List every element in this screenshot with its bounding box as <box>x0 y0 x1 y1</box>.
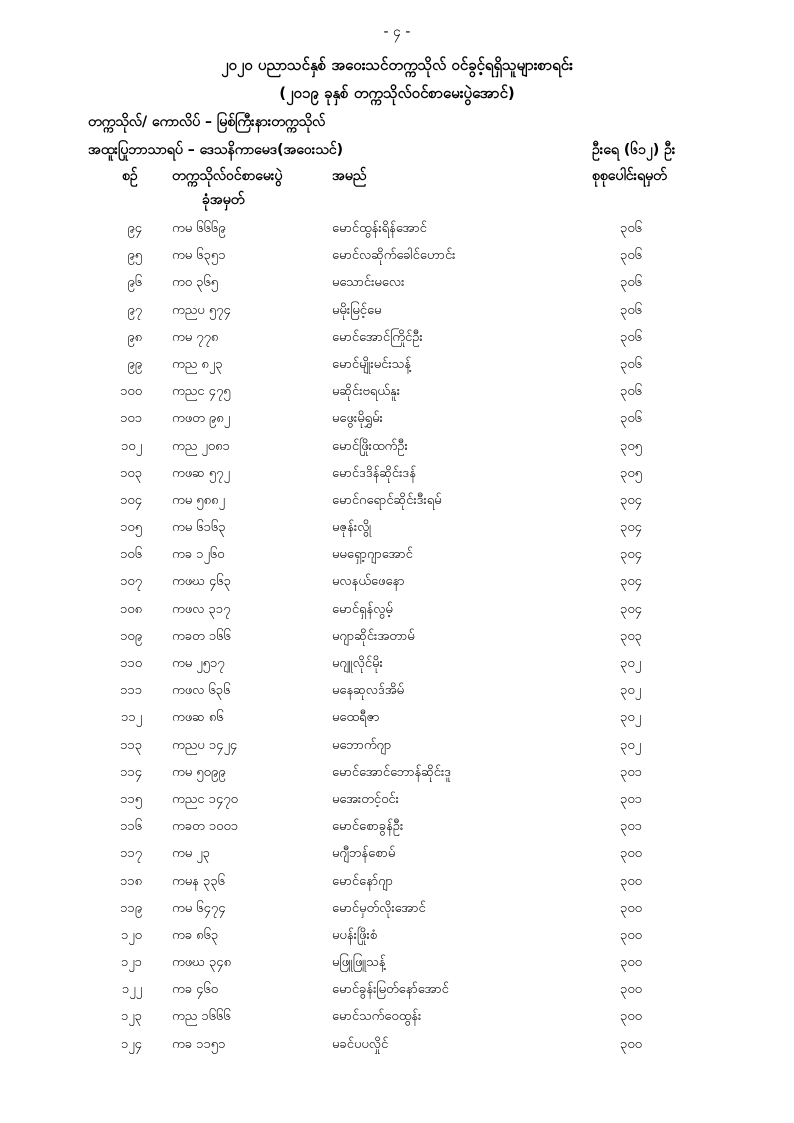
roll-number: ကည ၈၂၃ <box>172 356 223 372</box>
table-row <box>0 623 794 650</box>
column-header-roll: တက္ကသိုလ်ဝင်စာမေးပွဲ <box>172 168 283 184</box>
row-number: ၁၀၄ <box>120 492 142 508</box>
roll-number: ကမ ၂၃ <box>172 846 210 862</box>
total-marks: ၃၀၀ <box>620 900 642 916</box>
results-list <box>0 215 794 1058</box>
row-number: ၁၁၈ <box>119 873 142 889</box>
roll-number: ကဖလ ၃၁၇ <box>172 601 231 617</box>
table-row <box>0 732 794 759</box>
student-name: မအေးတင့်ဝင်း <box>332 791 399 807</box>
column-header-marks: စုစုပေါင်းရမှတ် <box>592 168 667 184</box>
student-name: မဂျာဆိုင်းအတာမ် <box>332 628 415 644</box>
table-row <box>0 596 794 623</box>
total-count: ဦးရေ (၆၁၂) ဦး <box>592 142 676 158</box>
row-number: ၁၁၁ <box>120 683 142 699</box>
table-row <box>0 460 794 487</box>
column-header-roll-sub: ခုံအမှတ် <box>202 192 245 208</box>
table-row <box>0 1031 794 1058</box>
student-name: မဖြူဖြူသန့် <box>332 955 386 971</box>
student-name: မဖွေးမိုရွှမ်း <box>332 411 383 427</box>
column-header-name: အမည် <box>332 168 367 184</box>
student-name: မောင်ဒဒိန်ဆိုင်းဒန် <box>332 465 416 481</box>
row-number: ၁၀၁ <box>120 411 142 427</box>
table-row <box>0 840 794 867</box>
row-number: ၁၁၇ <box>120 846 142 862</box>
student-name: မဂျူလိုင်မိုး <box>332 656 383 671</box>
total-marks: ၃၀၀ <box>620 982 642 998</box>
table-row <box>0 677 794 704</box>
table-row <box>0 324 794 351</box>
total-marks: ၃၀၀ <box>620 846 642 862</box>
row-number: ၁၁၄ <box>120 764 142 780</box>
row-number: ၁၁၅ <box>120 791 142 807</box>
roll-number: ကညပ ၁၄၂၄ <box>172 737 238 753</box>
row-number: ၁၂၁ <box>120 955 142 971</box>
total-marks: ၃၀၃ <box>620 628 642 644</box>
roll-number: ကည ၁၆၆၆ <box>172 1009 231 1025</box>
university-line: တက္ကသိုလ်/ ကောလိပ် – မြစ်ကြီးနားတက္ကသိုလ် <box>88 114 326 130</box>
student-name: မောင်ထွန်းရိန်အောင် <box>332 221 427 236</box>
total-marks: ၃၀၅ <box>620 465 642 481</box>
row-number: ၁၁၃ <box>120 737 142 753</box>
row-number: ၁၀၂ <box>120 438 142 454</box>
total-marks: ၃၀၂ <box>620 656 642 671</box>
student-name: မောင်ဂရောင်ဆိုင်းဒီးရမ် <box>332 492 442 508</box>
table-row <box>0 541 794 568</box>
roll-number: ကမ ၆၄၇၄ <box>172 900 226 916</box>
total-marks: ၃၀၆ <box>620 248 642 264</box>
total-marks: ၃၀၀ <box>620 1009 642 1025</box>
student-name: မခင်ပပလှိုင် <box>332 1036 389 1052</box>
roll-number: ကခ ၈၆၃ <box>172 927 219 943</box>
table-row <box>0 759 794 786</box>
row-number: ၉၉ <box>127 356 142 372</box>
table-row <box>0 269 794 296</box>
roll-number: ကခ ၁၂၆၀ <box>172 547 225 563</box>
row-number: ၁၀၇ <box>120 574 142 590</box>
roll-number: ကညပ ၅၇၄ <box>172 302 231 318</box>
student-name: မလနယ်ဖေနော <box>332 574 405 590</box>
total-marks: ၃၀၄ <box>620 601 642 617</box>
roll-number: ကမ ၆၁၆၃ <box>172 520 226 536</box>
row-number: ၉၈ <box>127 329 142 345</box>
roll-number: ကမ ၅၀၉၉ <box>172 764 226 780</box>
row-number: ၁၂၃ <box>120 1009 142 1025</box>
table-row <box>0 568 794 595</box>
roll-number: ကခတ ၁၆၆ <box>172 628 231 644</box>
row-number: ၉၅ <box>127 248 142 264</box>
row-number: ၁၁၉ <box>120 900 142 916</box>
roll-number: ကဖဆ ၅၇၂ <box>172 465 230 481</box>
table-row <box>0 405 794 432</box>
roll-number: ကမ ၅၈၈၂ <box>172 492 225 508</box>
student-name: မောင်နော်ဂျာ <box>332 873 394 889</box>
total-marks: ၃၀၆ <box>620 411 642 427</box>
total-marks: ၃၀၆ <box>620 329 642 345</box>
table-row <box>0 813 794 840</box>
row-number: ၁၁၆ <box>120 819 142 835</box>
student-name: မောင်မျိုးမင်းသန့် <box>332 356 411 372</box>
row-number: ၁၀၀ <box>120 384 142 400</box>
roll-number: ကမ ၂၅၁၇ <box>172 656 225 671</box>
total-marks: ၃၀၀ <box>620 927 642 943</box>
roll-number: ကဖလ ၆၃၆ <box>172 683 231 699</box>
total-marks: ၃၀၀ <box>620 873 642 889</box>
roll-number: ကဖဆ ၈၆ <box>172 710 224 726</box>
total-marks: ၃၀၁ <box>620 764 642 780</box>
row-number: ၁၀၆ <box>120 547 142 563</box>
roll-number: ကညင ၁၄၇၀ <box>172 791 238 807</box>
total-marks: ၃၀၂ <box>620 683 642 699</box>
total-marks: ၃၀၀ <box>620 955 642 971</box>
student-name: မောင်လဆိုက်ခေါင်ဟောင်း <box>332 248 456 264</box>
student-name: မောင်မှတ်လိုးအောင် <box>332 900 426 916</box>
table-row <box>0 922 794 949</box>
student-name: မနေဆုလဒ်အိမ် <box>332 683 405 699</box>
table-row <box>0 976 794 1003</box>
student-name: မမရှော့ဂျာအောင် <box>332 547 413 563</box>
table-row <box>0 786 794 813</box>
total-marks: ၃၀၆ <box>620 356 642 372</box>
total-marks: ၃၀၄ <box>620 574 642 590</box>
document-title: ၂၀၂၀ ပညာသင်နှစ် အဝေးသင်တက္ကသိုလ် ဝင်ခွင့်ရရှိသူများစာရင်း <box>221 56 573 74</box>
student-name: မောင်အောင်ဘောန်ဆိုင်းဒူ <box>332 764 452 780</box>
student-name: မောင်ရှန်လွမ့် <box>332 601 393 617</box>
table-row <box>0 297 794 324</box>
row-number: ၉၆ <box>127 275 142 291</box>
total-marks: ၃၀၆ <box>620 384 642 400</box>
student-name: မောင်အောင်ကြိုင်ဦး <box>332 329 423 345</box>
roll-number: ကဝ ၃၆၅ <box>172 275 219 291</box>
row-number: ၁၂၄ <box>120 1036 142 1052</box>
roll-number: ကညင ၄၇၅ <box>172 384 231 400</box>
student-name: မမိုးမြင့်မေ <box>332 302 382 318</box>
page-number: - ၄ - <box>383 24 411 40</box>
total-marks: ၃၀၁ <box>620 819 642 835</box>
student-name: မဂျီဘန်စောမ် <box>332 846 396 862</box>
roll-number: ကဖတ ၉၈၂ <box>172 411 231 427</box>
roll-number: ကဖဃ ၃၄၈ <box>172 955 232 971</box>
student-name: မောင်ဖြိုးထက်ဦး <box>332 438 408 454</box>
table-row <box>0 378 794 405</box>
total-marks: ၃၀၄ <box>620 520 642 536</box>
student-name: မောင်ခွန်းမြတ်နော်အောင် <box>332 982 449 998</box>
student-name: မဆိုင်းဗရယ်နူး <box>332 384 401 400</box>
student-name: မပန်းဖြိုးစံ <box>332 927 378 943</box>
total-marks: ၃၀၂ <box>620 737 642 753</box>
row-number: ၉၇ <box>127 302 142 318</box>
table-row <box>0 868 794 895</box>
roll-number: ကခတ ၁၀၀၁ <box>172 819 239 835</box>
student-name: မဘောက်ဂျာ <box>332 737 392 753</box>
total-marks: ၃၀၂ <box>620 710 642 726</box>
row-number: ၁၀၅ <box>120 520 142 536</box>
row-number: ၁၁၂ <box>120 710 142 726</box>
table-row <box>0 514 794 541</box>
roll-number: ကည ၂၀၈၁ <box>172 438 230 454</box>
row-number: ၉၄ <box>127 221 142 236</box>
row-number: ၁၂၀ <box>120 927 142 943</box>
total-marks: ၃၀၄ <box>620 547 642 563</box>
table-row <box>0 433 794 460</box>
row-number: ၁၂၂ <box>121 982 142 998</box>
table-row <box>0 1003 794 1030</box>
column-header-no: စဉ် <box>122 168 138 184</box>
roll-number: ကခ ၁၁၅၁ <box>172 1036 226 1052</box>
roll-number: ကမ ၇၇၈ <box>172 329 219 345</box>
student-name: မသောင်းမလေး <box>332 275 405 291</box>
row-number: ၁၀၈ <box>119 601 142 617</box>
row-number: ၁၀၃ <box>120 465 142 481</box>
major-line: အထူးပြုဘာသာရပ် – ဒေသနိကာမေဒ(အဝေးသင်) <box>88 142 344 158</box>
total-marks: ၃၀၅ <box>620 438 642 454</box>
roll-number: ကမန ၃၃၆ <box>172 873 225 889</box>
student-name: မောင်စောခွန်ဦး <box>332 819 404 835</box>
total-marks: ၃၀၄ <box>620 492 642 508</box>
row-number: ၁၁၀ <box>120 656 142 671</box>
roll-number: ကခ ၄၆၀ <box>172 982 219 998</box>
roll-number: ကဖဃ ၄၆၃ <box>172 574 231 590</box>
document-subtitle: (၂၀၁၉ ခုနှစ် တက္ကသိုလ်ဝင်စာမေးပွဲအောင်) <box>279 84 515 102</box>
total-marks: ၃၀၆ <box>620 221 642 236</box>
total-marks: ၃၀၁ <box>620 791 642 807</box>
total-marks: ၃၀၀ <box>620 1036 642 1052</box>
student-name: မထေရီဇာ <box>332 710 380 726</box>
table-row <box>0 895 794 922</box>
student-name: မောင်သက်ဝေထွန်း <box>332 1009 422 1025</box>
total-marks: ၃၀၆ <box>620 275 642 291</box>
table-row <box>0 650 794 677</box>
table-row <box>0 215 794 242</box>
table-row <box>0 351 794 378</box>
row-number: ၁၀၉ <box>120 628 142 644</box>
roll-number: ကမ ၆၆၆၉ <box>172 221 226 236</box>
table-row <box>0 242 794 269</box>
table-row <box>0 487 794 514</box>
roll-number: ကမ ၆၃၅၁ <box>172 248 226 264</box>
table-row <box>0 704 794 731</box>
total-marks: ၃၀၆ <box>620 302 642 318</box>
table-row <box>0 949 794 976</box>
student-name: မဇုန်းလွို <box>332 520 372 536</box>
